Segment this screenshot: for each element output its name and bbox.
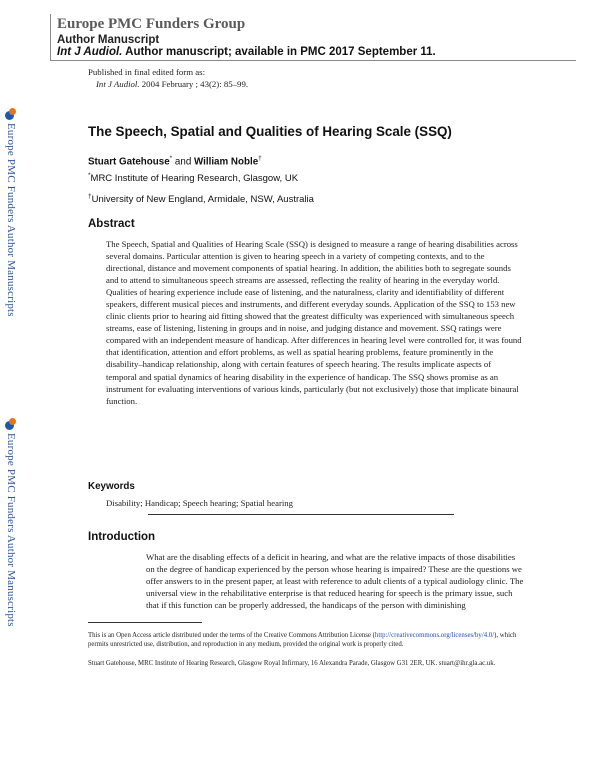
publication-details: 2004 February ; 43(2): 85–99. xyxy=(139,79,249,89)
sidebar-label-bottom xyxy=(0,418,22,627)
article-title: The Speech, Spatial and Qualities of Hearing Scale (SSQ) xyxy=(88,124,452,139)
affiliation xyxy=(88,172,298,184)
abstract-text: The Speech, Spatial and Qualities of Hearing Scale (SSQ) is designed to measure a range of hearing disabilities across several domains. Particular attention is given to hearing speech in a variety of competing contexts, and to the directional, distance and movement components of spatial hearing. In addition, the abilities both to segregate sounds and to attend to simultaneous speech streams are assessed, reflecting the reality of hearing in the everyday world. Qualities of hearing experience include ease of listening, and the naturalness, clarity and identifiability of different speakers, different musical pieces and instruments, and different everyday sounds. Application of the SSQ to 153 new clinic clients prior to hearing aid fitting showed that the greatest difficulty was experienced with simultaneous speech streams, ease of listening, listening in groups and in noise, and judging distance and movement. SSQ ratings were compared with an independent measure of handicap. After differences in hearing level were controlled for, it was found that identification, attention and effort problems, as well as spatial hearing problems, feature prominently in the disability–handicap relationship, along with certain features of speech hearing. The results implicate aspects of temporal and spatial dynamics of hearing disability in the experience of handicap. The SSQ shows promise as an instrument for evaluating interventions of various kinds, particularly (but not exclusively) those that implicate binaural function. xyxy=(106,239,522,406)
license-footnote xyxy=(88,632,524,649)
author-footnote-mark: * xyxy=(169,155,173,162)
introduction-heading: Introduction xyxy=(88,531,156,543)
keywords-text: Disability; Handicap; Speech hearing; Spatial hearing xyxy=(106,498,293,508)
europe-pmc-logo-icon xyxy=(5,418,17,430)
affiliation-mark: * xyxy=(88,172,91,179)
publication-citation xyxy=(88,78,248,90)
author-manuscript-label: Author Manuscript xyxy=(57,34,160,46)
section-divider xyxy=(148,514,454,515)
sidebar-label-top xyxy=(0,108,22,317)
affiliation-text: University of New England, Armidale, NSW, Australia xyxy=(91,194,314,206)
author-name: Stuart Gatehouse xyxy=(88,156,170,168)
affiliation-text: MRC Institute of Hearing Research, Glasgow, UK xyxy=(90,173,299,185)
funders-group-title: Europe PMC Funders Group xyxy=(57,16,246,32)
europe-pmc-logo-icon xyxy=(5,108,17,120)
license-suffix: ), which permits unrestricted use, distribution, and reproduction in any medium, provided the original work is properly cited. xyxy=(88,632,517,648)
keywords-heading: Keywords xyxy=(88,481,135,492)
footnote-divider xyxy=(88,622,202,623)
introduction-text: What are the disabling effects of a deficit in hearing, and what are the relative impacts of those disabilities on the degree of handicap experienced by the person whose hearing is impaired? These are the questions we offer answers to in the present paper, at least with reference to adult clients of a typical audiology clinic. The universal view in the rehabilitative enterprise is that reduced hearing for speech is the primary issue, such that if this function can be properly addressed, the handicaps of the person with diminishing xyxy=(146,552,524,611)
published-label: Published in final edited form as: xyxy=(88,67,206,77)
journal-availability-line xyxy=(57,46,436,59)
publication-journal: Int J Audiol. xyxy=(96,79,140,89)
sidebar-text-top: Europe PMC Funders Author Manuscripts xyxy=(5,123,17,317)
journal-abbreviation: Int J Audiol. xyxy=(57,46,123,58)
correspondence-footnote: Stuart Gatehouse, MRC Institute of Hearing Research, Glasgow Royal Infirmary, 16 Alexandra Parade, Glasgow G31 2ER, UK. stuart@ihr.gla.ac.uk. xyxy=(88,660,496,667)
author-list xyxy=(88,155,262,167)
license-prefix: This is an Open Access article distributed under the terms of the Creative Commons Attribution License ( xyxy=(88,632,375,639)
availability-text: Author manuscript; available in PMC 2017 September 11. xyxy=(122,46,436,58)
affiliation xyxy=(88,193,314,205)
author-conjunction: and xyxy=(172,156,194,168)
affiliation-mark: † xyxy=(88,193,92,200)
author-footnote-mark: † xyxy=(258,155,262,162)
publication-info xyxy=(88,66,248,90)
header xyxy=(50,14,576,61)
license-link[interactable]: http://creativecommons.org/licenses/by/4.0/ xyxy=(374,632,495,639)
abstract-heading: Abstract xyxy=(88,218,135,230)
author-name: William Noble xyxy=(194,156,259,168)
sidebar-text-bottom: Europe PMC Funders Author Manuscripts xyxy=(5,433,17,627)
